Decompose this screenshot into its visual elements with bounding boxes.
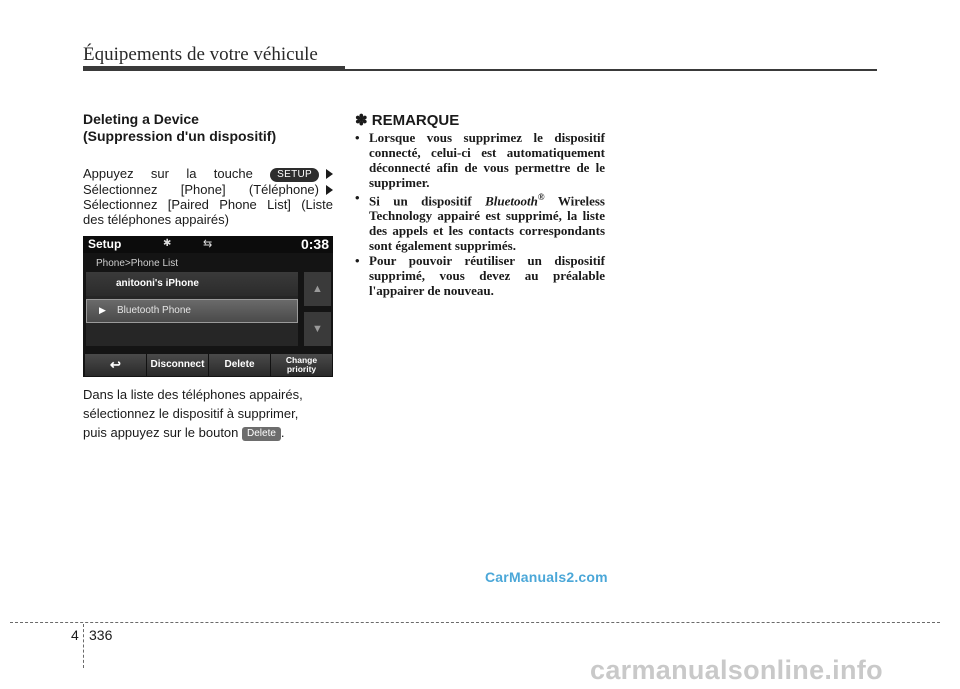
chapter-number: 4 — [71, 627, 79, 643]
footer-rule — [10, 622, 940, 623]
delete-line-2: sélectionnez le dispositif à supprimer, — [83, 406, 299, 421]
note-heading: ✽ REMARQUE — [355, 112, 460, 129]
device-screen — [83, 236, 333, 377]
watermark-footer: carmanualsonline.info — [590, 655, 883, 685]
delete-line-1: Dans la liste des téléphones appairés, — [83, 387, 303, 402]
watermark-link[interactable]: CarManuals2.com — [485, 569, 608, 585]
play-icon: ▶ — [99, 305, 106, 315]
instruction-paragraph — [83, 166, 333, 227]
instruction-line-2 — [83, 182, 333, 197]
back-button[interactable] — [85, 354, 147, 376]
change-priority-label-1: Change — [285, 355, 318, 365]
section-heading-line2: (Suppression d'un dispositif) — [83, 128, 277, 144]
disconnect-button[interactable]: Disconnect — [147, 354, 209, 376]
screen-breadcrumb: Phone>Phone List — [96, 258, 179, 269]
note-item-1: • Lorsque vous supprimez le dispositif connecté, celui-ci est automatiquement déconnecté afin de vous permettre de le supprimer. — [355, 130, 605, 190]
section-heading — [83, 111, 343, 145]
registered-mark: ® — [537, 192, 545, 202]
instruction-text-1: Appuyez sur la touche — [83, 166, 253, 181]
header-rule-thin — [345, 69, 877, 71]
instruction-line-3: Sélectionnez [Paired Phone List] (Liste — [83, 196, 333, 212]
section-heading-line1: Deleting a Device — [83, 111, 199, 127]
bluetooth-brand: Bluetooth — [485, 193, 538, 209]
note-item-3: • Pour pouvoir réutiliser un dispositif supprimé, vous devez au préalable l'appairer de nouveau. — [355, 253, 605, 298]
instruction-line-4: des téléphones appairés) — [83, 211, 229, 227]
bluetooth-icon: ✱ — [163, 238, 172, 249]
page-number: 336 — [89, 627, 113, 643]
delete-key-label: Delete — [242, 427, 281, 441]
phone-list-item[interactable] — [86, 272, 298, 296]
back-arrow-icon: ↩ — [110, 357, 121, 372]
instruction-line-1 — [83, 166, 333, 182]
scroll-up-button[interactable]: ▲ — [304, 272, 331, 306]
period: . — [280, 425, 285, 440]
change-priority-button[interactable] — [271, 354, 333, 376]
setup-key-label: SETUP — [270, 168, 319, 182]
device-name: anitooni's iPhone — [116, 278, 199, 289]
header-rule-thick — [83, 66, 345, 71]
scroll-down-button[interactable]: ▼ — [304, 312, 331, 346]
device-name: Bluetooth Phone — [117, 305, 191, 316]
footer-divider — [83, 624, 84, 668]
arrow-right-icon — [326, 185, 333, 195]
page-header-title: Équipements de votre véhicule — [83, 44, 318, 65]
delete-line-3 — [83, 423, 333, 442]
arrow-right-icon — [326, 169, 333, 179]
note-item-2-text-a: Si un dispositif — [369, 193, 472, 209]
instruction-text-2: Sélectionnez [Phone] (Téléphone) — [83, 181, 319, 197]
note-item-2-text-b: Wireless Technology appairé est supprimé, la liste des appels et les contacts correspondants sont également supprimés. — [369, 193, 605, 254]
change-priority-label-2: priority — [286, 364, 317, 374]
screen-clock: 0:38 — [300, 236, 329, 252]
screen-title: Setup — [88, 237, 122, 251]
note-list — [355, 130, 605, 298]
usb-icon: ⇆ — [203, 238, 213, 250]
note-item-2 — [355, 190, 605, 253]
delete-button[interactable]: Delete — [209, 354, 271, 376]
delete-paragraph — [83, 385, 333, 442]
phone-list-item-selected[interactable] — [86, 299, 298, 323]
delete-text: puis appuyez sur le bouton — [83, 425, 239, 440]
